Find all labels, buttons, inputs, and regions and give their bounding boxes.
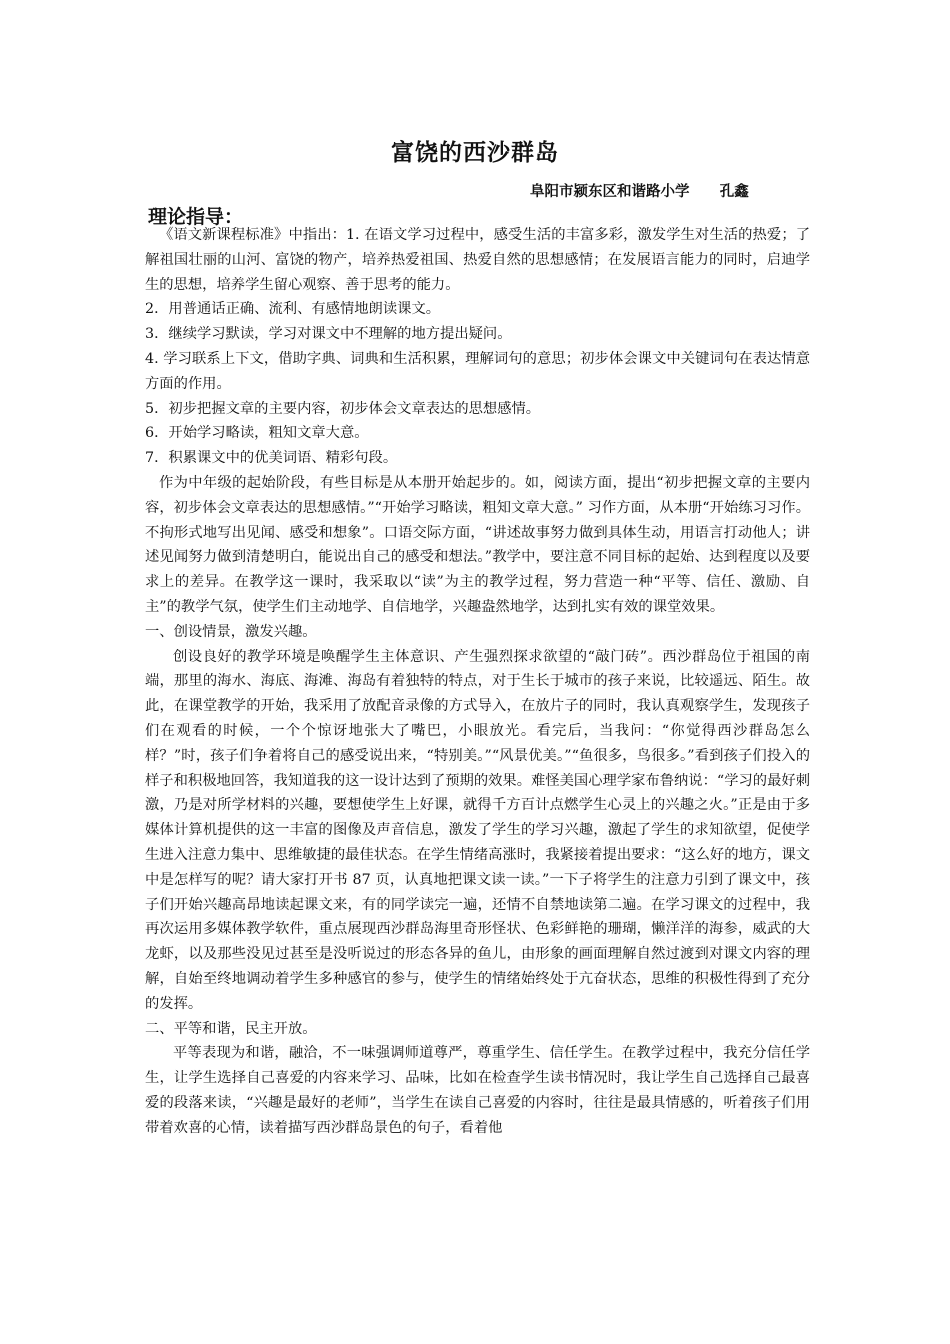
list-item-2: 2．用普通话正确、流利、有感情地朗读课文。	[145, 301, 441, 318]
list-item-4: 4. 学习联系上下文，借助字典、词典和生活积累，理解词句的意思；初步体会课文中关键词句在表达情意方面的作用。	[145, 350, 810, 392]
subheading-1: 一、创设情景，激发兴趣。	[145, 623, 317, 640]
document-body	[145, 223, 810, 1140]
subheading-2: 二、平等和谐，民主开放。	[145, 1020, 317, 1037]
paragraph-standard-intro: 《语文新课程标准》中指出：1. 在语文学习过程中，感受生活的丰富多彩，激发学生对生活的热爱；了解祖国壮丽的山河、富饶的物产，培养热爱祖国、热爱自然的思想感情；在发展语言能力的同时，启迪学生的思想，培养学生留心观察、善于思考的能力。	[145, 227, 810, 293]
list-item-6: 6．开始学习略读，粗知文章大意。	[145, 425, 369, 442]
paragraph-scenario: 创设良好的教学环境是唤醒学生主体意识、产生强烈探求欲望的“敲门砖”。西沙群岛位于祖国的南端，那里的海水、海底、海滩、海岛有着独特的特点，对于生长于城市的孩子来说，比较遥远、陌生。故此，在课堂教学的开始，我采用了放配音录像的方式导入，在放片子的同时，我认真观察学生，发现孩子们在观看的时候，一个个惊讶地张大了嘴巴，小眼放光。看完后，当我问：“你觉得西沙群岛怎么样？”时，孩子们争着将自己的感受说出来，“特别美。”“风景优美。”“鱼很多，鸟很多。”看到孩子们投入的样子和积极地回答，我知道我的这一设计达到了预期的效果。难怪美国心理学家布鲁纳说：“学习的最好刺激，乃是对所学材料的兴趣，要想使学生上好课，就得千方百计点燃学生心灵上的兴趣之火。”正是由于多媒体计算机提供的这一丰富的图像及声音信息，激发了学生的学习兴趣，激起了学生的求知欲望，促使学生进入注意力集中、思维敏捷的最佳状态。在学生情绪高涨时，我紧接着提出要求：“这么好的地方，课文中是怎样写的呢？请大家打开书 87 页，认真地把课文读一读。”一下子将学生的注意力引到了课文中，孩子们开始兴趣高昂地读起课文来，有的同学读完一遍，还情不自禁地读第二遍。在学习课文的过程中，我再次运用多媒体教学软件，重点展现西沙群岛海里奇形怪状、色彩鲜艳的珊瑚，懒洋洋的海参，威武的大龙虾，以及那些没见过甚至是没听说过的形态各异的鱼儿，由形象的画面理解自然过渡到对课文内容的理解，自始至终地调动着学生多种感官的参与，使学生的情绪始终处于亢奋状态，思维的积极性得到了充分的发挥。	[145, 648, 810, 1012]
author-line: 阜阳市颍东区和谐路小学 孔鑫	[530, 184, 749, 200]
section-heading: 理论指导：	[148, 206, 244, 228]
list-item-7: 7．积累课文中的优美词语、精彩句段。	[145, 450, 398, 467]
paragraph-goals: 作为中年级的起始阶段，有些目标是从本册开始起步的。如，阅读方面，提出“初步把握文章的主要内容，初步体会文章表达的思想感情。”“开始学习略读，粗知文章大意。” 习作方面，从本册“开始练习习作。不拘形式地写出见闻、感受和想象”。口语交际方面，“讲述故事努力做到具体生动，用语言打动他人；讲述见闻努力做到清楚明白，能说出自己的感受和想法。”教学中，要注意不同目标的起始、达到程度以及要求上的差异。在教学这一课时，我采取以“读”为主的教学过程，努力营造一种“平等、信任、激励、自主”的教学气氛，使学生们主动地学、自信地学，兴趣盎然地学，达到扎实有效的课堂效果。	[145, 474, 810, 615]
list-item-3: 3．继续学习默读，学习对课文中不理解的地方提出疑问。	[145, 326, 512, 343]
list-item-5: 5．初步把握文章的主要内容，初步体会文章表达的思想感情。	[145, 400, 541, 417]
paragraph-equality: 平等表现为和谐，融洽，不一味强调师道尊严，尊重学生、信任学生。在教学过程中，我充分信任学生，让学生选择自己喜爱的内容来学习、品味，比如在检查学生读书情况时，我让学生自己选择自己最喜爱的段落来读，“兴趣是最好的老师”，当学生在读自己喜爱的内容时，往往是最具情感的，听着孩子们用带着欢喜的心情，读着描写西沙群岛景色的句子，看着他	[145, 1045, 810, 1136]
document-title: 富饶的西沙群岛	[391, 140, 559, 166]
